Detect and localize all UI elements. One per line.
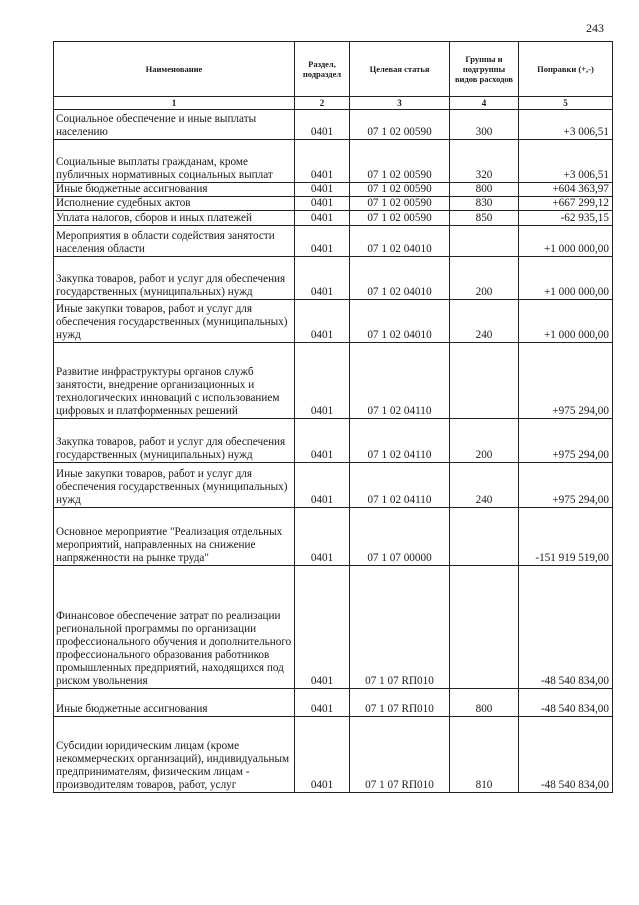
row-amount: +667 299,12 [519,197,613,211]
header-row [54,42,613,97]
table-row [54,140,613,183]
row-code: 07 1 07 00000 [350,508,450,566]
row-group: 800 [450,689,519,717]
row-group: 200 [450,419,519,463]
row-name: Закупка товаров, работ и услуг для обеспечения государственных (муниципальных) нужд [54,257,295,300]
table-row [54,343,613,419]
row-code: 07 1 02 04110 [350,419,450,463]
row-section: 0401 [295,140,350,183]
row-section: 0401 [295,463,350,508]
budget-amendments-table [53,41,613,793]
row-section: 0401 [295,110,350,140]
row-group [450,343,519,419]
row-name: Иные бюджетные ассигнования [54,689,295,717]
row-section: 0401 [295,226,350,257]
table-row [54,211,613,226]
table-row [54,717,613,793]
row-code: 07 1 02 04110 [350,343,450,419]
column-number: 4 [450,97,519,110]
row-name: Исполнение судебных актов [54,197,295,211]
row-code: 07 1 02 04010 [350,257,450,300]
row-amount: +604 363,97 [519,183,613,197]
row-amount: -48 540 834,00 [519,689,613,717]
row-group: 850 [450,211,519,226]
column-number-row [54,97,613,110]
row-section: 0401 [295,689,350,717]
row-name: Социальное обеспечение и иные выплаты населению [54,110,295,140]
row-section: 0401 [295,419,350,463]
row-code: 07 1 02 00590 [350,197,450,211]
row-section: 0401 [295,300,350,343]
row-code: 07 1 02 00590 [350,183,450,197]
row-amount: +975 294,00 [519,463,613,508]
row-section: 0401 [295,717,350,793]
row-amount: -48 540 834,00 [519,566,613,689]
row-name: Мероприятия в области содействия занятости населения области [54,226,295,257]
row-group: 810 [450,717,519,793]
row-group: 300 [450,110,519,140]
table-row [54,463,613,508]
row-name: Закупка товаров, работ и услуг для обеспечения государственных (муниципальных) нужд [54,419,295,463]
row-section: 0401 [295,343,350,419]
table-row [54,226,613,257]
row-amount: +3 006,51 [519,140,613,183]
row-amount: +1 000 000,00 [519,226,613,257]
row-section: 0401 [295,183,350,197]
row-group: 240 [450,463,519,508]
row-section: 0401 [295,566,350,689]
table-row [54,110,613,140]
column-number: 1 [54,97,295,110]
header-name: Наименование [54,42,295,97]
table-row [54,197,613,211]
row-group: 830 [450,197,519,211]
row-name: Основное мероприятие "Реализация отдельных мероприятий, направленных на снижение напряженности на рынке труда" [54,508,295,566]
table-row [54,300,613,343]
row-name: Финансовое обеспечение затрат по реализации региональной программы по организации профессионального обучения и дополнительного профессионального образования работников промышленных предприятий, находящихся под риском увольнения [54,566,295,689]
header-group: Группы и подгруппы видов расходов [450,42,519,97]
row-amount: -62 935,15 [519,211,613,226]
row-code: 07 1 02 00590 [350,211,450,226]
row-name: Развитие инфраструктуры органов служб занятости, внедрение организационных и технологических инноваций с использованием цифровых и платформенных решений [54,343,295,419]
row-group [450,508,519,566]
row-name: Иные закупки товаров, работ и услуг для обеспечения государственных (муниципальных) нужд [54,300,295,343]
row-code: 07 1 07 RП010 [350,717,450,793]
column-number: 3 [350,97,450,110]
row-group [450,226,519,257]
row-group: 320 [450,140,519,183]
table-row [54,566,613,689]
row-name: Социальные выплаты гражданам, кроме публичных нормативных социальных выплат [54,140,295,183]
row-amount: +975 294,00 [519,343,613,419]
header-section: Раздел, подраздел [295,42,350,97]
row-amount: +1 000 000,00 [519,257,613,300]
table-row [54,183,613,197]
row-code: 07 1 02 04010 [350,300,450,343]
row-group: 200 [450,257,519,300]
row-code: 07 1 02 04110 [350,463,450,508]
page-number: 243 [586,21,604,35]
row-name: Иные закупки товаров, работ и услуг для обеспечения государственных (муниципальных) нужд [54,463,295,508]
row-section: 0401 [295,257,350,300]
row-name: Уплата налогов, сборов и иных платежей [54,211,295,226]
row-code: 07 1 07 RП010 [350,566,450,689]
row-amount: +3 006,51 [519,110,613,140]
row-amount: -48 540 834,00 [519,717,613,793]
header-code: Целевая статья [350,42,450,97]
row-amount: +975 294,00 [519,419,613,463]
column-number: 2 [295,97,350,110]
table-row [54,508,613,566]
table-row [54,419,613,463]
header-amount: Поправки (+,-) [519,42,613,97]
row-group: 240 [450,300,519,343]
row-code: 07 1 02 00590 [350,140,450,183]
row-section: 0401 [295,211,350,226]
row-section: 0401 [295,508,350,566]
row-section: 0401 [295,197,350,211]
table-row [54,257,613,300]
table-row [54,689,613,717]
row-code: 07 1 02 00590 [350,110,450,140]
row-code: 07 1 02 04010 [350,226,450,257]
row-group [450,566,519,689]
row-group: 800 [450,183,519,197]
column-number: 5 [519,97,613,110]
row-name: Иные бюджетные ассигнования [54,183,295,197]
row-name: Субсидии юридическим лицам (кроме некоммерческих организаций), индивидуальным предпринимателям, физическим лицам - производителям товаров, работ, услуг [54,717,295,793]
row-amount: -151 919 519,00 [519,508,613,566]
row-code: 07 1 07 RП010 [350,689,450,717]
row-amount: +1 000 000,00 [519,300,613,343]
